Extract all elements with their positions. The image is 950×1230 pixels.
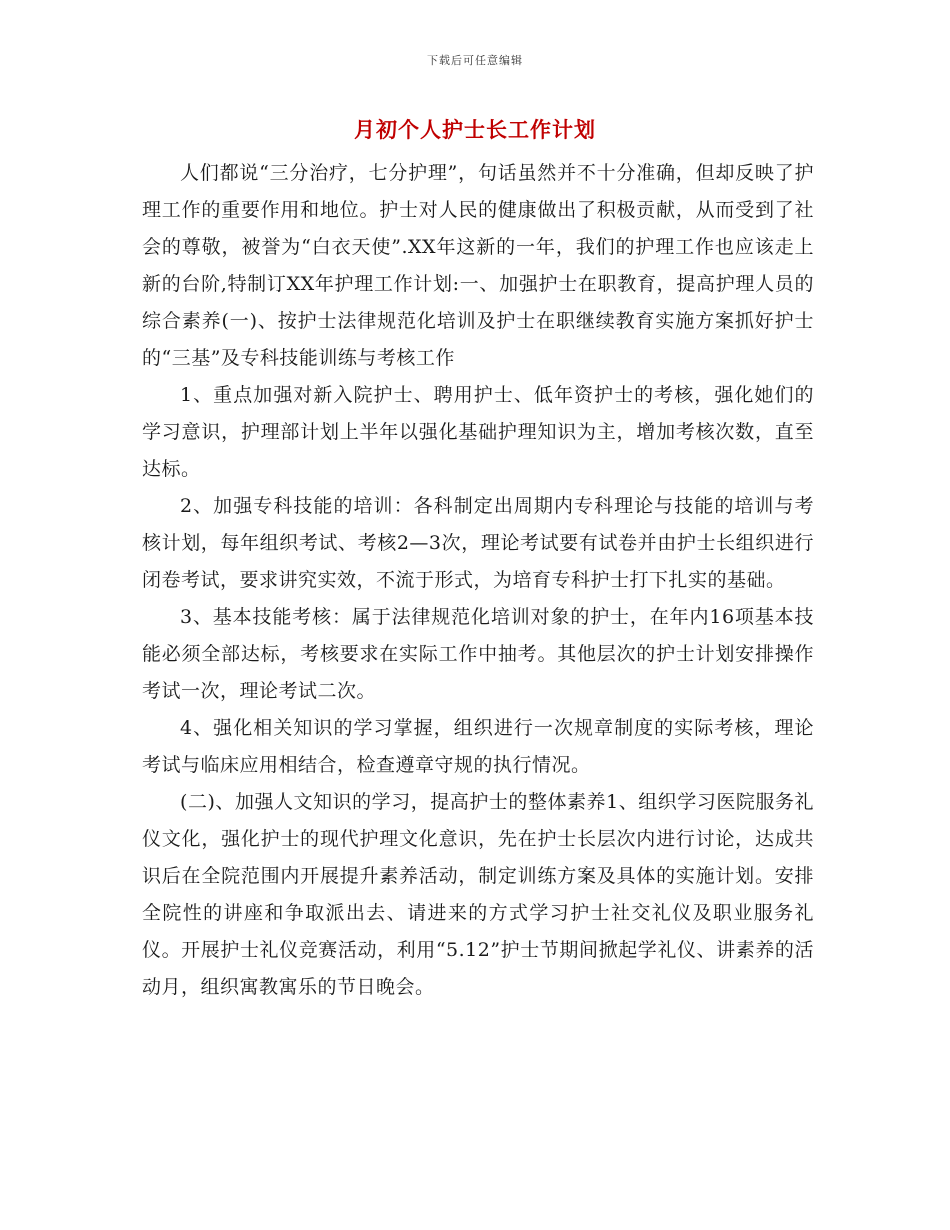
paragraph-item-2: 2、加强专科技能的培训：各科制定出周期内专科理论与技能的培训与考核计划，每年组织考试、考核2—3次，理论考试要有试卷并由护士长组织进行闭卷考试，要求讲究实效，不流于形式，为培育专科护士打下扎实的基础。 <box>142 495 814 591</box>
paragraph-item-1: 1、重点加强对新入院护士、聘用护士、低年资护士的考核，强化她们的学习意识，护理部计划上半年以强化基础护理知识为主，增加考核次数，直至达标。 <box>142 384 814 480</box>
document-title: 月初个人护士长工作计划 <box>354 117 596 142</box>
paragraph-section-2: (二)、加强人文知识的学习，提高护士的整体素养1、组织学习医院服务礼仪文化，强化护士的现代护理文化意识，先在护士长层次内进行讨论，达成共识后在全院范围内开展提升素养活动，制定训练方案及具体的实施计划。安排全院性的讲座和争取派出去、请进来的方式学习护士社交礼仪及职业服务礼仪。开展护士礼仪竞赛活动，利用“5.12”护士节期间掀起学礼仪、讲素养的活动月，组织寓教寓乐的节日晚会。 <box>142 791 814 998</box>
paragraph-item-3: 3、基本技能考核：属于法律规范化培训对象的护士，在年内16项基本技能必须全部达标，考核要求在实际工作中抽考。其他层次的护士计划安排操作考试一次，理论考试二次。 <box>142 606 814 702</box>
paragraph-item-4: 4、强化相关知识的学习掌握，组织进行一次规章制度的实际考核，理论考试与临床应用相结合，检查遵章守规的执行情况。 <box>142 717 814 776</box>
page-header: 下载后可任意编辑 <box>427 54 523 67</box>
paragraph-intro: 人们都说“三分治疗，七分护理”，句话虽然并不十分准确，但却反映了护理工作的重要作用和地位。护士对人民的健康做出了积极贡献，从而受到了社会的尊敬，被誉为“白衣天使”.XX年这新的一年，我们的护理工作也应该走上新的台阶,特制订XX年护理工作计划:一、加强护士在职教育，提高护理人员的综合素养(一)、按护士法律规范化培训及护士在职继续教育实施方案抓好护士的“三基”及专科技能训练与考核工作 <box>142 162 814 369</box>
document-body <box>142 155 814 1006</box>
